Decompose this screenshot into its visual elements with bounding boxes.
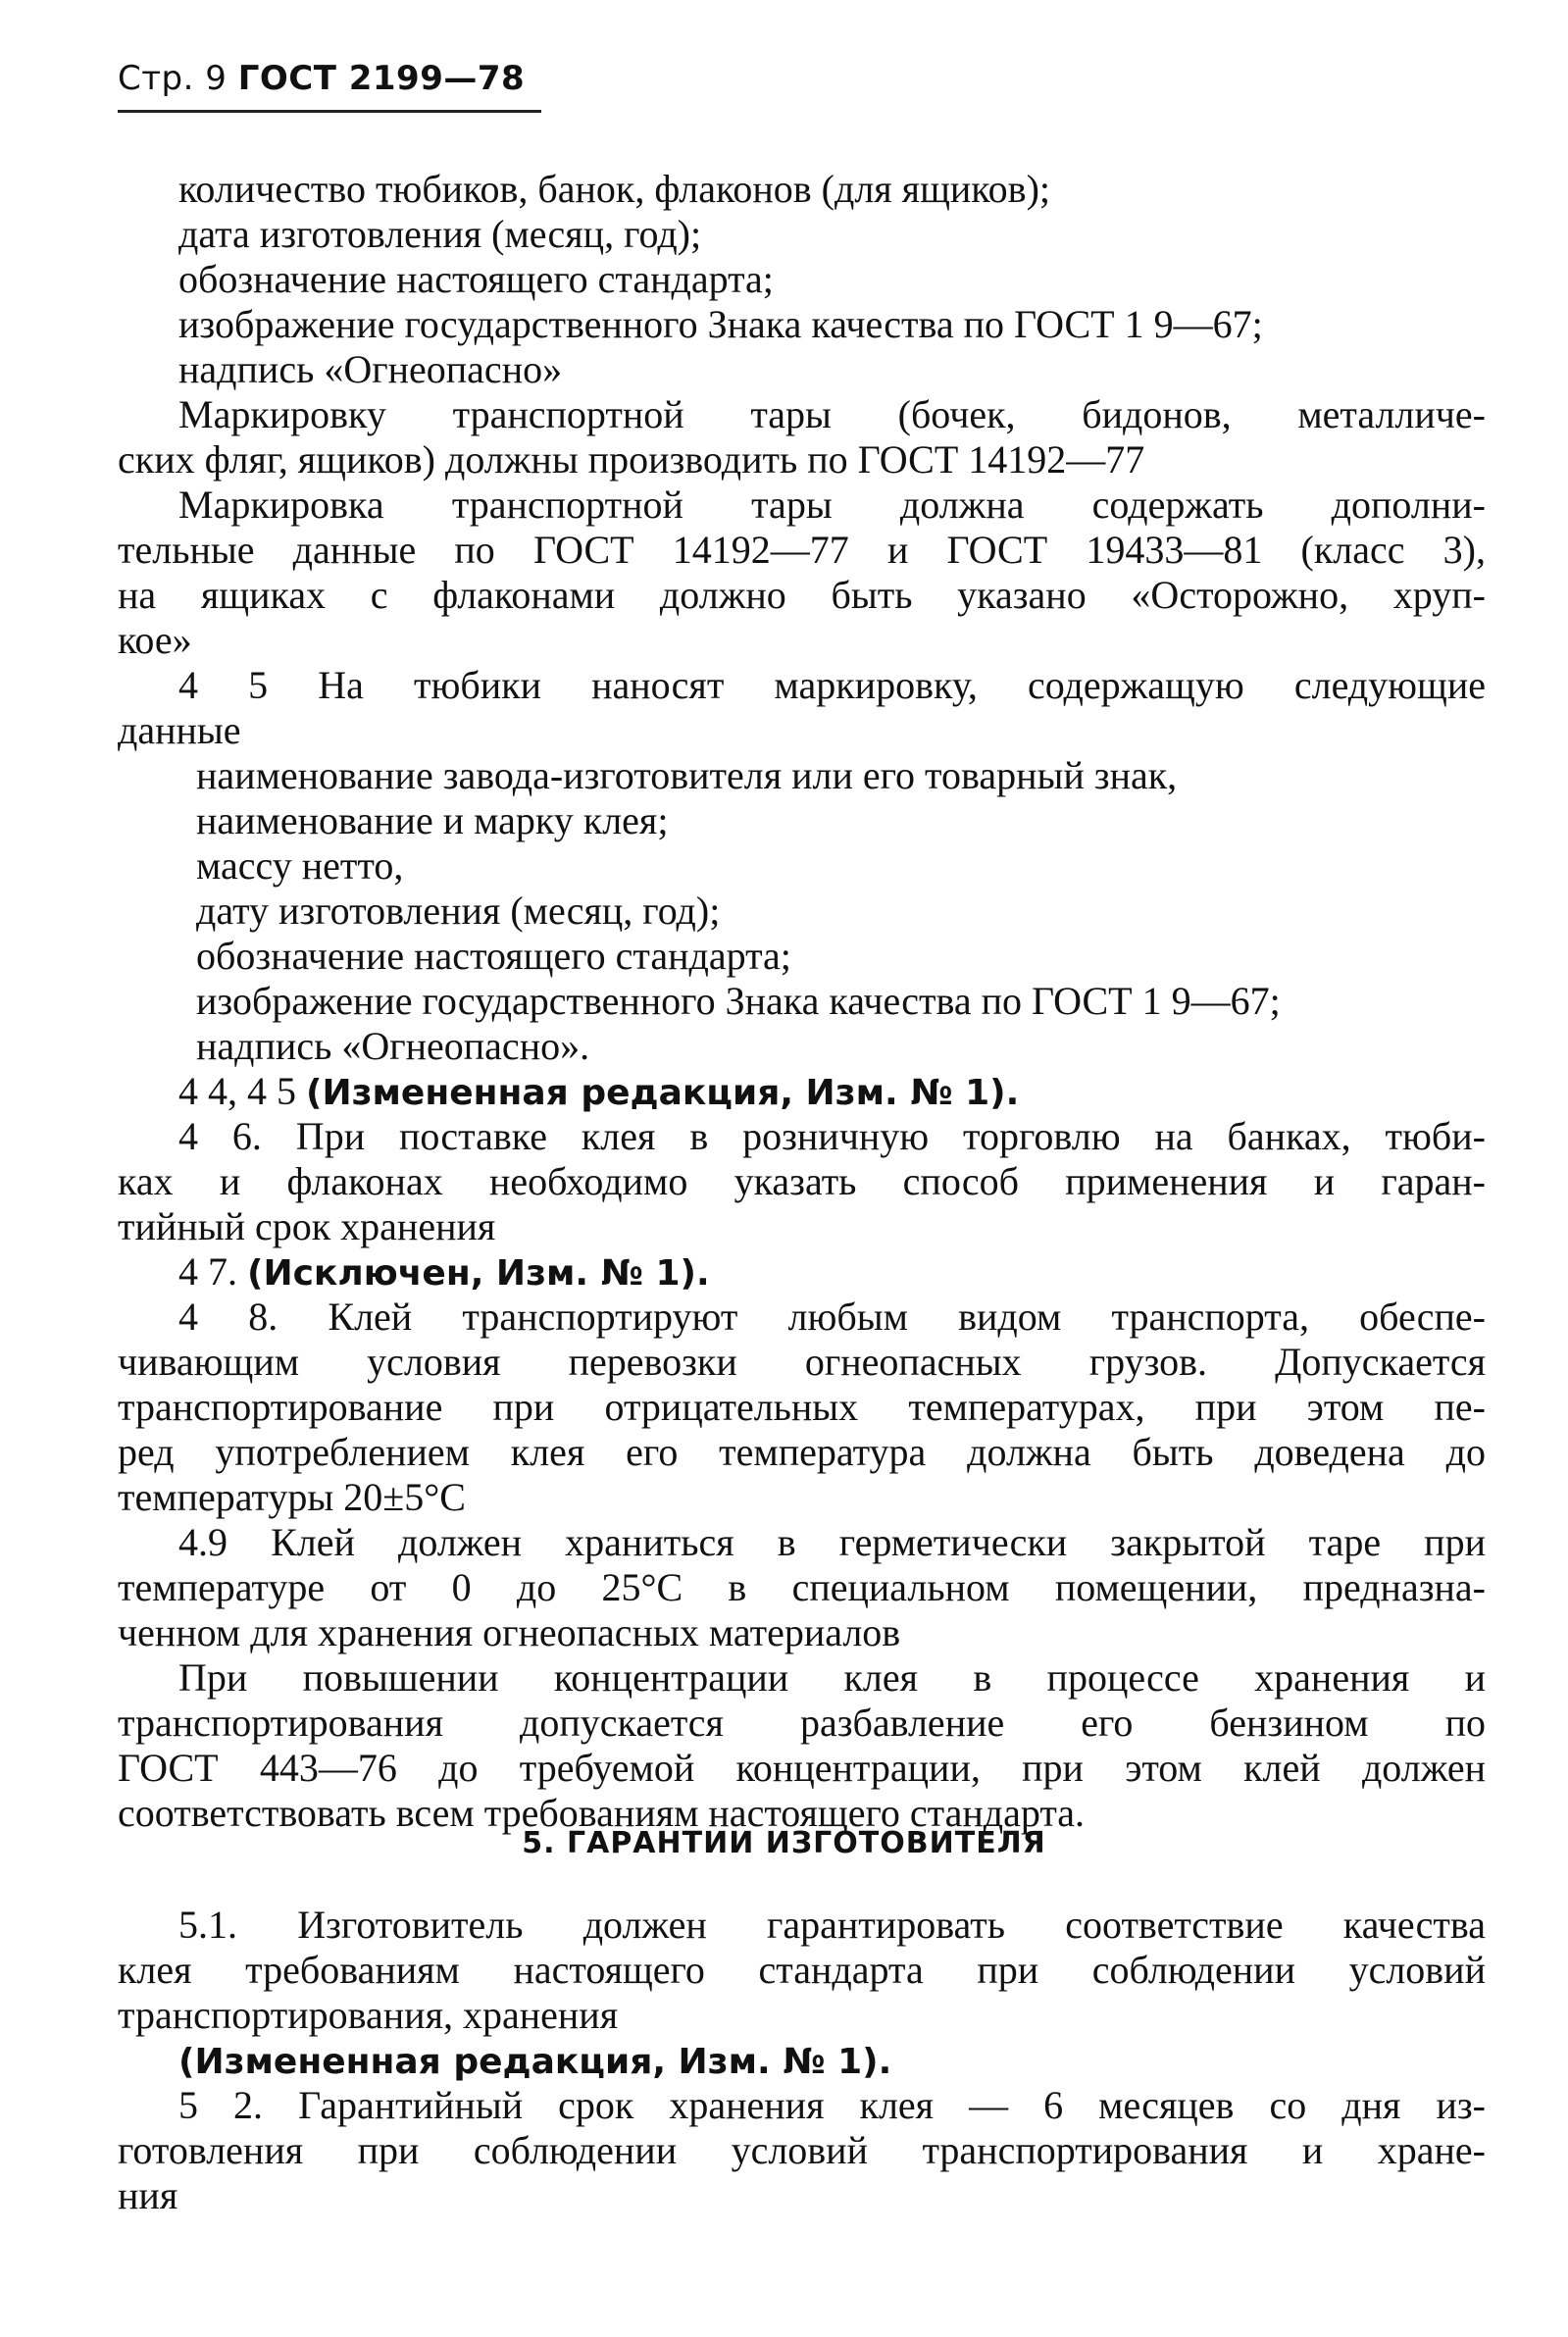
- text-line: ния: [118, 2173, 178, 2217]
- text-line: наименование и марку клея;: [196, 798, 669, 842]
- text-line: транспортирования допускается разбавление его бензином по: [118, 1701, 1486, 1745]
- header-rule: [118, 110, 541, 113]
- clause-ref: 4 7.: [178, 1249, 237, 1294]
- section-heading: 5. ГАРАНТИИ ИЗГОТОВИТЕЛЯ: [522, 1826, 1046, 1860]
- text-line: кое»: [118, 618, 192, 662]
- text-line: изображение государственного Знака качества по ГОСТ 1 9—67;: [178, 302, 1263, 346]
- section-4-text: [118, 167, 1486, 1836]
- text-line: обозначение настоящего стандарта;: [196, 934, 791, 978]
- text-line: 4 6. При поставке клея в розничную торговлю на банках, тюби-: [178, 1114, 1486, 1158]
- text-line: транспортирования, хранения: [118, 1993, 619, 2037]
- page-number: Стр. 9: [118, 59, 228, 98]
- text-line: Маркировку транспортной тары (бочек, бидонов, металличе-: [178, 392, 1486, 436]
- text-line: дату изготовления (месяц, год);: [196, 889, 721, 933]
- text-line: транспортирование при отрицательных температурах, при этом пе-: [118, 1385, 1486, 1429]
- text-line: готовления при соблюдении условий транспортирования и хране-: [118, 2128, 1486, 2172]
- text-line: дата изготовления (месяц, год);: [178, 212, 702, 256]
- amendment-note: (Измененная редакция, Изм. № 1).: [306, 1073, 1020, 1113]
- text-line: ках и флаконах необходимо указать способ применения и гаран-: [118, 1159, 1486, 1203]
- text-line: ченном для хранения огнеопасных материалов: [118, 1610, 901, 1654]
- text-line: тийный срок хранения: [118, 1204, 496, 1248]
- text-line: на ящиках с флаконами должно быть указано «Осторожно, хруп-: [118, 573, 1486, 617]
- text-line: [118, 1069, 1486, 1114]
- text-line: тельные данные по ГОСТ 14192—77 и ГОСТ 19433—81 (класс 3),: [118, 528, 1486, 572]
- text-line: наименование завода-изготовителя или его товарный знак,: [196, 753, 1178, 797]
- text-line: ских фляг, ящиков) должны производить по ГОСТ 14192—77: [118, 437, 1145, 482]
- amendment-note: (Измененная редакция, Изм. № 1).: [178, 2042, 892, 2082]
- text-line: надпись «Огнеопасно»: [178, 347, 563, 391]
- page-header: [118, 59, 525, 98]
- text-line: обозначение настоящего стандарта;: [178, 257, 774, 301]
- text-line: 5.1. Изготовитель должен гарантировать соответствие качества: [178, 1903, 1486, 1947]
- text-line: температуры 20±5°С: [118, 1475, 466, 1519]
- text-line: чивающим условия перевозки огнеопасных грузов. Допускается: [118, 1340, 1486, 1384]
- text-line: надпись «Огнеопасно».: [196, 1024, 590, 1068]
- text-line: [118, 1249, 1486, 1295]
- text-line: [118, 2038, 1486, 2083]
- exclusion-note: (Исключен, Изм. № 1).: [247, 1253, 710, 1294]
- text-line: 4.9 Клей должен храниться в герметически закрытой таре при: [178, 1520, 1486, 1564]
- text-line: Маркировка транспортной тары должна содержать дополни-: [178, 483, 1486, 527]
- text-line: соответствовать всем требованиям настоящего стандарта.: [118, 1791, 1086, 1835]
- text-line: ред употреблением клея его температура должна быть доведена до: [118, 1430, 1486, 1474]
- text-line: температуре от 0 до 25°С в специальном помещении, предназна-: [118, 1565, 1486, 1609]
- text-line: клея требованиям настоящего стандарта при соблюдении условий: [118, 1948, 1486, 1992]
- text-line: изображение государственного Знака качества по ГОСТ 1 9—67;: [196, 979, 1281, 1023]
- text-line: 5 2. Гарантийный срок хранения клея — 6 месяцев со дня из-: [178, 2083, 1486, 2127]
- text-line: ГОСТ 443—76 до требуемой концентрации, при этом клей должен: [118, 1746, 1486, 1790]
- text-line: данные: [118, 708, 241, 752]
- text-line: количество тюбиков, банок, флаконов (для ящиков);: [178, 167, 1051, 211]
- section-5-text: [118, 1903, 1486, 2218]
- text-line: массу нетто,: [196, 843, 404, 888]
- text-line: При повышении концентрации клея в процессе хранения и: [178, 1655, 1486, 1700]
- text-line: 4 5 На тюбики наносят маркировку, содержащую следующие: [178, 663, 1486, 707]
- standard-code: ГОСТ 2199—78: [237, 59, 526, 98]
- clause-ref: 4 4, 4 5: [178, 1069, 296, 1113]
- text-line: 4 8. Клей транспортируют любым видом транспорта, обеспе-: [178, 1295, 1486, 1339]
